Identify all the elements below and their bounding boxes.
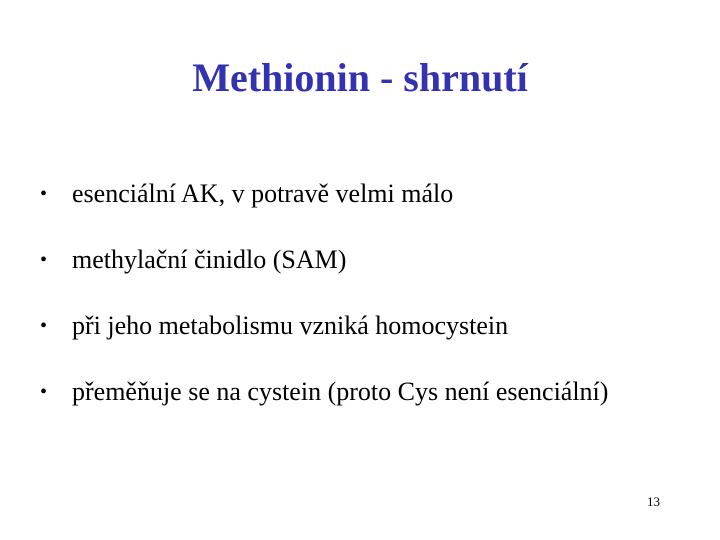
bullet-item bbox=[40, 170, 680, 218]
bullet-item bbox=[40, 302, 680, 350]
bullet-dot-icon: • bbox=[40, 249, 48, 271]
slide-title: Methionin - shrnutí bbox=[192, 55, 528, 100]
bullet-dot-icon: • bbox=[40, 315, 48, 337]
bullet-text: přeměňuje se na cystein (proto Cys není esenciální) bbox=[72, 377, 609, 406]
bullet-text: při jeho metabolismu vzniká homocystein bbox=[72, 311, 509, 340]
page-number: 13 bbox=[647, 494, 660, 509]
bullet-list bbox=[40, 170, 680, 434]
bullet-text: esenciální AK, v potravě velmi málo bbox=[72, 179, 454, 208]
bullet-item bbox=[40, 368, 680, 416]
bullet-dot-icon: • bbox=[40, 183, 48, 205]
bullet-dot-icon: • bbox=[40, 381, 48, 403]
bullet-text: methylační činidlo (SAM) bbox=[72, 245, 347, 274]
bullet-item bbox=[40, 236, 680, 284]
